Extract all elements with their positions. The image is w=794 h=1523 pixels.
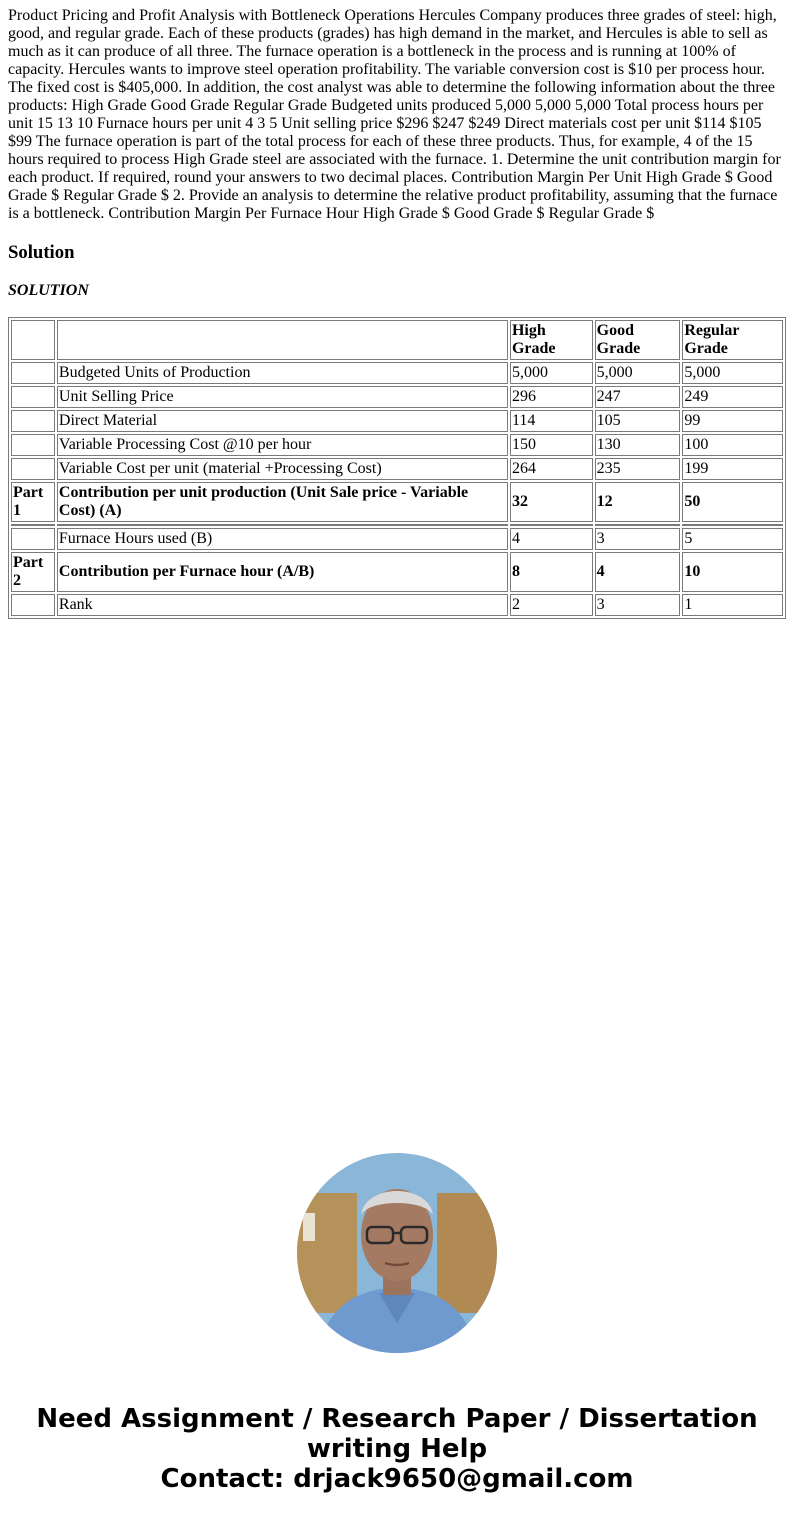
table-row xyxy=(11,362,783,384)
good-cell: 105 xyxy=(595,410,681,432)
good-cell: 247 xyxy=(595,386,681,408)
desc-cell: Contribution per unit production (Unit Sale price - Variable Cost) (A) xyxy=(57,482,508,522)
good-cell xyxy=(595,524,681,526)
desc-cell: Direct Material xyxy=(57,410,508,432)
good-cell: 12 xyxy=(595,482,681,522)
regular-cell: 50 xyxy=(682,482,783,522)
question-text: Product Pricing and Profit Analysis with Bottleneck Operations Hercules Company produces three grades of steel: high, good, and regular grade. Each of these products (grades) has high demand in the market, and Hercules is able to sell as much as it can produce of all three. The furnace operation is a bottleneck in the process and is running at 100% of capacity. Hercules wants to improve steel operation profitability. The variable conversion cost is $10 per process hour. The fixed cost is $405,000. In addition, the cost analyst was able to determine the following information about the three products: High Grade Good Grade Regular Grade Budgeted units produced 5,000 5,000 5,000 Total process hours per unit 15 13 10 Furnace hours per unit 4 3 5 Unit selling price $296 $247 $249 Direct materials cost per unit $114 $105 $99 The furnace operation is part of the total process for each of these three products. Thus, for example, 4 of the 15 hours required to process High Grade steel are associated with the furnace. 1. Determine the unit contribution margin for each product. If required, round your answers to two decimal places. Contribution Margin Per Unit High Grade $ Good Grade $ Regular Grade $ 2. Provide an analysis to determine the relative product profitability, assuming that the furnace is a bottleneck. Contribution Margin Per Furnace Hour High Grade $ Good Grade $ Regular Grade $ xyxy=(8,7,781,222)
table-header-row xyxy=(11,320,783,360)
part-cell xyxy=(11,434,55,456)
table-row xyxy=(11,458,783,480)
part-label: Part 1 xyxy=(11,482,55,522)
regular-cell: 1 xyxy=(682,594,783,616)
header-part-cell xyxy=(11,320,55,360)
high-cell xyxy=(510,524,593,526)
part-cell xyxy=(11,410,55,432)
high-cell: 150 xyxy=(510,434,593,456)
part-cell xyxy=(11,386,55,408)
good-cell: 235 xyxy=(595,458,681,480)
footer-line-contact: Contact: drjack9650@gmail.com xyxy=(160,1464,634,1494)
high-cell: 8 xyxy=(510,552,593,592)
avatar-wall-left xyxy=(297,1193,357,1313)
high-cell: 32 xyxy=(510,482,593,522)
high-cell: 2 xyxy=(510,594,593,616)
regular-cell: 10 xyxy=(682,552,783,592)
high-cell: 114 xyxy=(510,410,593,432)
part-label: Part 2 xyxy=(11,552,55,592)
table-row-part1 xyxy=(11,482,783,522)
avatar-switchboard xyxy=(303,1213,315,1241)
part-cell xyxy=(11,594,55,616)
regular-cell: 100 xyxy=(682,434,783,456)
footer-banner xyxy=(0,1404,794,1494)
good-cell: 130 xyxy=(595,434,681,456)
table-row xyxy=(11,528,783,550)
part-cell xyxy=(11,524,55,526)
footer-line-help: Need Assignment / Research Paper / Dissertation writing Help xyxy=(36,1404,758,1464)
good-cell: 5,000 xyxy=(595,362,681,384)
high-cell: 4 xyxy=(510,528,593,550)
desc-cell: Furnace Hours used (B) xyxy=(57,528,508,550)
table-row xyxy=(11,410,783,432)
desc-cell: Variable Processing Cost @10 per hour xyxy=(57,434,508,456)
desc-cell: Budgeted Units of Production xyxy=(57,362,508,384)
header-high-grade: High Grade xyxy=(510,320,593,360)
table-row-part2 xyxy=(11,552,783,592)
avatar-wall-right xyxy=(437,1193,497,1313)
regular-cell xyxy=(682,524,783,526)
regular-cell: 99 xyxy=(682,410,783,432)
solution-heading: Solution xyxy=(8,242,75,263)
solution-label: SOLUTION xyxy=(8,282,89,299)
good-cell: 3 xyxy=(595,594,681,616)
solution-table xyxy=(8,317,786,619)
high-cell: 296 xyxy=(510,386,593,408)
table-row xyxy=(11,434,783,456)
tutor-avatar xyxy=(297,1153,497,1353)
desc-cell xyxy=(57,524,508,526)
regular-cell: 5,000 xyxy=(682,362,783,384)
part-cell xyxy=(11,528,55,550)
table-spacer-row xyxy=(11,524,783,526)
part-cell xyxy=(11,362,55,384)
header-regular-grade: Regular Grade xyxy=(682,320,783,360)
high-cell: 264 xyxy=(510,458,593,480)
table-row xyxy=(11,594,783,616)
regular-cell: 5 xyxy=(682,528,783,550)
regular-cell: 199 xyxy=(682,458,783,480)
desc-cell: Contribution per Furnace hour (A/B) xyxy=(57,552,508,592)
tutor-portrait xyxy=(297,1153,497,1353)
high-cell: 5,000 xyxy=(510,362,593,384)
good-cell: 4 xyxy=(595,552,681,592)
desc-cell: Unit Selling Price xyxy=(57,386,508,408)
desc-cell: Rank xyxy=(57,594,508,616)
regular-cell: 249 xyxy=(682,386,783,408)
table-row xyxy=(11,386,783,408)
good-cell: 3 xyxy=(595,528,681,550)
part-cell xyxy=(11,458,55,480)
header-desc-cell xyxy=(57,320,508,360)
desc-cell: Variable Cost per unit (material +Processing Cost) xyxy=(57,458,508,480)
header-good-grade: Good Grade xyxy=(595,320,681,360)
